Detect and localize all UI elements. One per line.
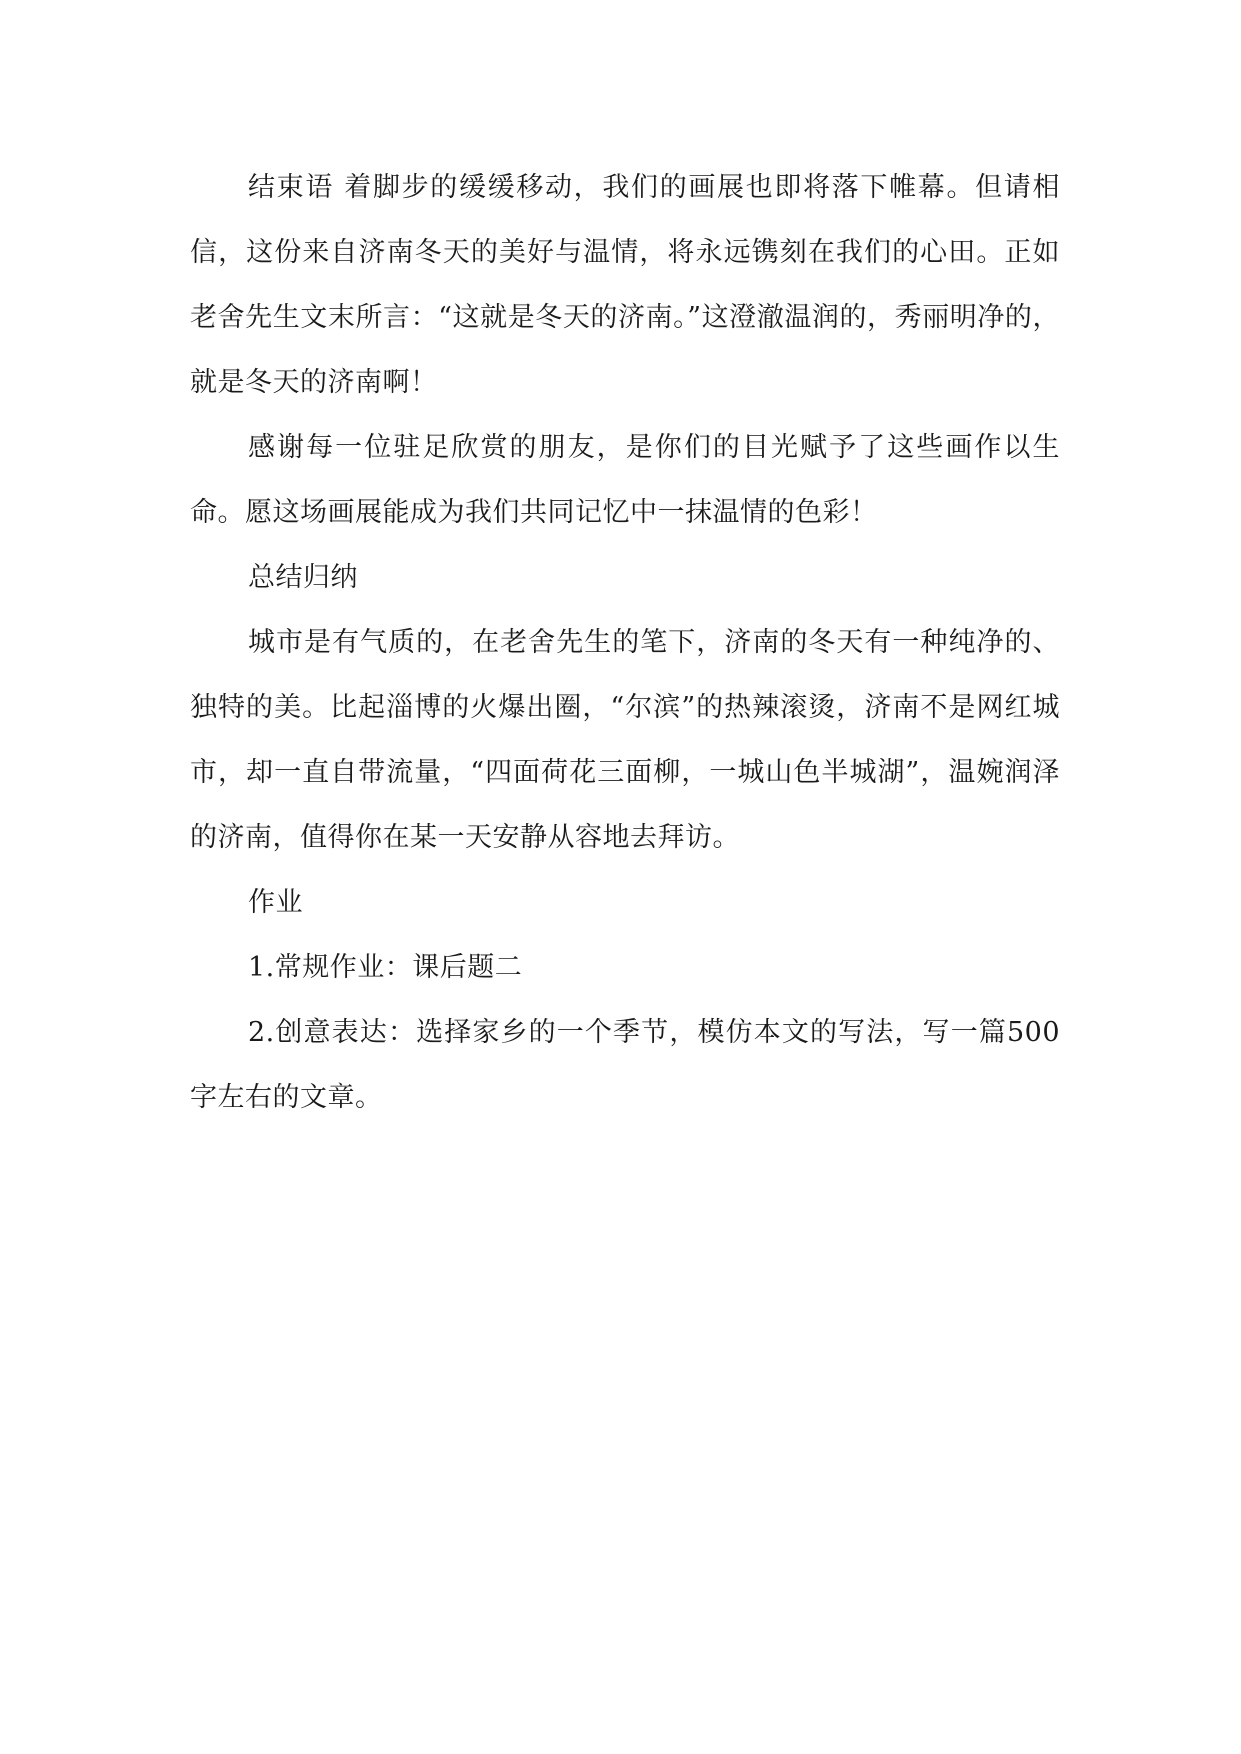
heading-summary: 总结归纳 — [248, 562, 358, 593]
paragraph-thanks: 感谢每一位驻足欣赏的朋友，是你们的目光赋予了这些画作以生命。愿这场画展能成为我们共同记忆中一抹温情的色彩！ — [190, 432, 1060, 528]
heading-homework: 作业 — [248, 887, 303, 918]
homework-item-1: 1.常规作业：课后题二 — [248, 952, 523, 983]
document-body — [190, 155, 1060, 1130]
paragraph-summary: 城市是有气质的，在老舍先生的笔下，济南的冬天有一种纯净的、独特的美。比起淄博的火爆出圈，“尔滨”的热辣滚烫，济南不是网红城市，却一直自带流量，“四面荷花三面柳，一城山色半城湖”，温婉润泽的济南，值得你在某一天安静从容地去拜访。 — [190, 627, 1060, 853]
homework-item-2: 2.创意表达：选择家乡的一个季节，模仿本文的写法，写一篇500字左右的文章。 — [190, 1017, 1060, 1113]
paragraph-closing-remarks: 结束语 着脚步的缓缓移动，我们的画展也即将落下帷幕。但请相信，这份来自济南冬天的美好与温情，将永远镌刻在我们的心田。正如老舍先生文末所言：“这就是冬天的济南。”这澄澈温润的，秀丽明净的，就是冬天的济南啊！ — [190, 172, 1060, 398]
